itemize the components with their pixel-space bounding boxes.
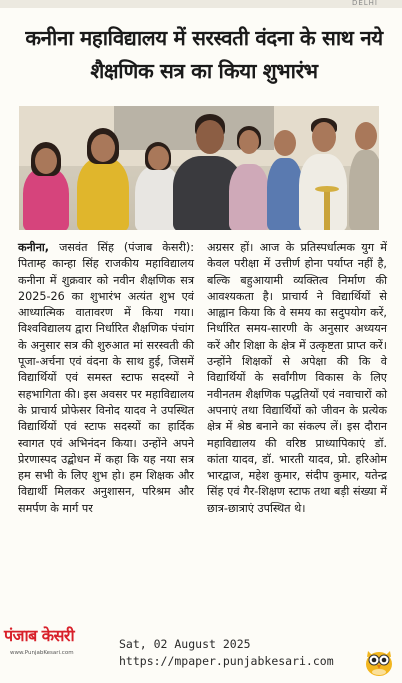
column-1-text: जसवंत सिंह (पंजाब केसरी): पिताम्ह कान्हा सिंह राजकीय महाविद्यालय कनीना में शुक्रवार को नवीन शैक्षणिक सत्र 2025-26 का शुभारंभ अत्यंत शुभ एवं आध्यात्मिक वातावरण में किया गया। विश्वविद्यालय द्वारा निर्धारित शैक्षणिक पंचांग के अनुसार सत्र की शुरुआत मां सरस्वती की पूजा-अर्चना एवं वंदना के साथ हुई, जिसमें विद्यार्थियों एवं समस्त स्टाफ सदस्यों ने सहभागिता की। इस अवसर पर महाविद्यालय के प्राचार्य प्रोफेसर विनोद यादव ने उपस्थित विद्यार्थियों एवं स्टाफ सदस्यों का हार्दिक स्वागत एवं अभिनंदन किया। उन्होंने अपने प्रेरणास्पद उद्बोधन में कहा कि यह नया सत्र हम सभी के लिए शुभ हो। हम शिक्षक और विद्यार्थी मिलकर अनुशासन, परिश्रम और समर्पण के मार्ग पर bbox=[18, 241, 194, 515]
dateline: कनीना, bbox=[18, 241, 50, 254]
owl-icon bbox=[364, 645, 394, 677]
epaper-url[interactable]: https://mpaper.punjabkesari.com bbox=[119, 654, 334, 668]
column-2-text: अग्रसर हों। आज के प्रतिस्पर्धात्मक युग में केवल परीक्षा में उत्तीर्ण होना पर्याप्त नहीं है, बल्कि बहुआयामी व्यक्तित्व निर्माण की आवश्यकता है। प्राचार्य ने विद्यार्थियों से आह्वान किया कि वे समय का सदुपयोग करें, निर्धारित समय-सारणी के अनुसार अध्ययन करें और शिक्षा के क्षेत्र में उत्कृष्टता प्राप्त करें। उन्होंने शिक्षकों से अपेक्षा की कि वे विद्यार्थियों के सर्वांगीण विकास के लिए नवीनतम शैक्षणिक पद्धतियों एवं नवाचारों को अपनाएं तथा विद्यार्थियों को जीवन के प्रत्येक क्षेत्र में श्रेष्ठ बनाने का संकल्प लें। इस दौरान महाविद्यालय की वरिष्ठ प्राध्यापिकाएं डॉ. कांता यादव, डॉ. भारती यादव, प्रो. हरिओम भारद्वाज, महेश कुमार, संदीप कुमार, यतेन्द्र सिंह एवं गैर-शिक्षण स्टाफ तथा बड़ी संख्या में छात्र-छात्राएं उपस्थित थे। bbox=[207, 241, 387, 515]
article-column-2 bbox=[207, 240, 387, 517]
punjab-kesari-logo: पंजाब केसरी bbox=[4, 626, 75, 645]
article-photo bbox=[19, 106, 379, 230]
logo-subtext: www.PunjabKesari.com bbox=[10, 650, 74, 656]
article-headline: कनीना महाविद्यालय में सरस्वती वंदना के साथ नये शैक्षणिक सत्र का किया शुभारंभ bbox=[25, 26, 383, 83]
publication-date: Sat, 02 August 2025 bbox=[119, 637, 251, 651]
top-band bbox=[0, 0, 402, 8]
edition-tag: DELHI bbox=[351, 0, 378, 7]
article-column-1 bbox=[18, 240, 194, 517]
